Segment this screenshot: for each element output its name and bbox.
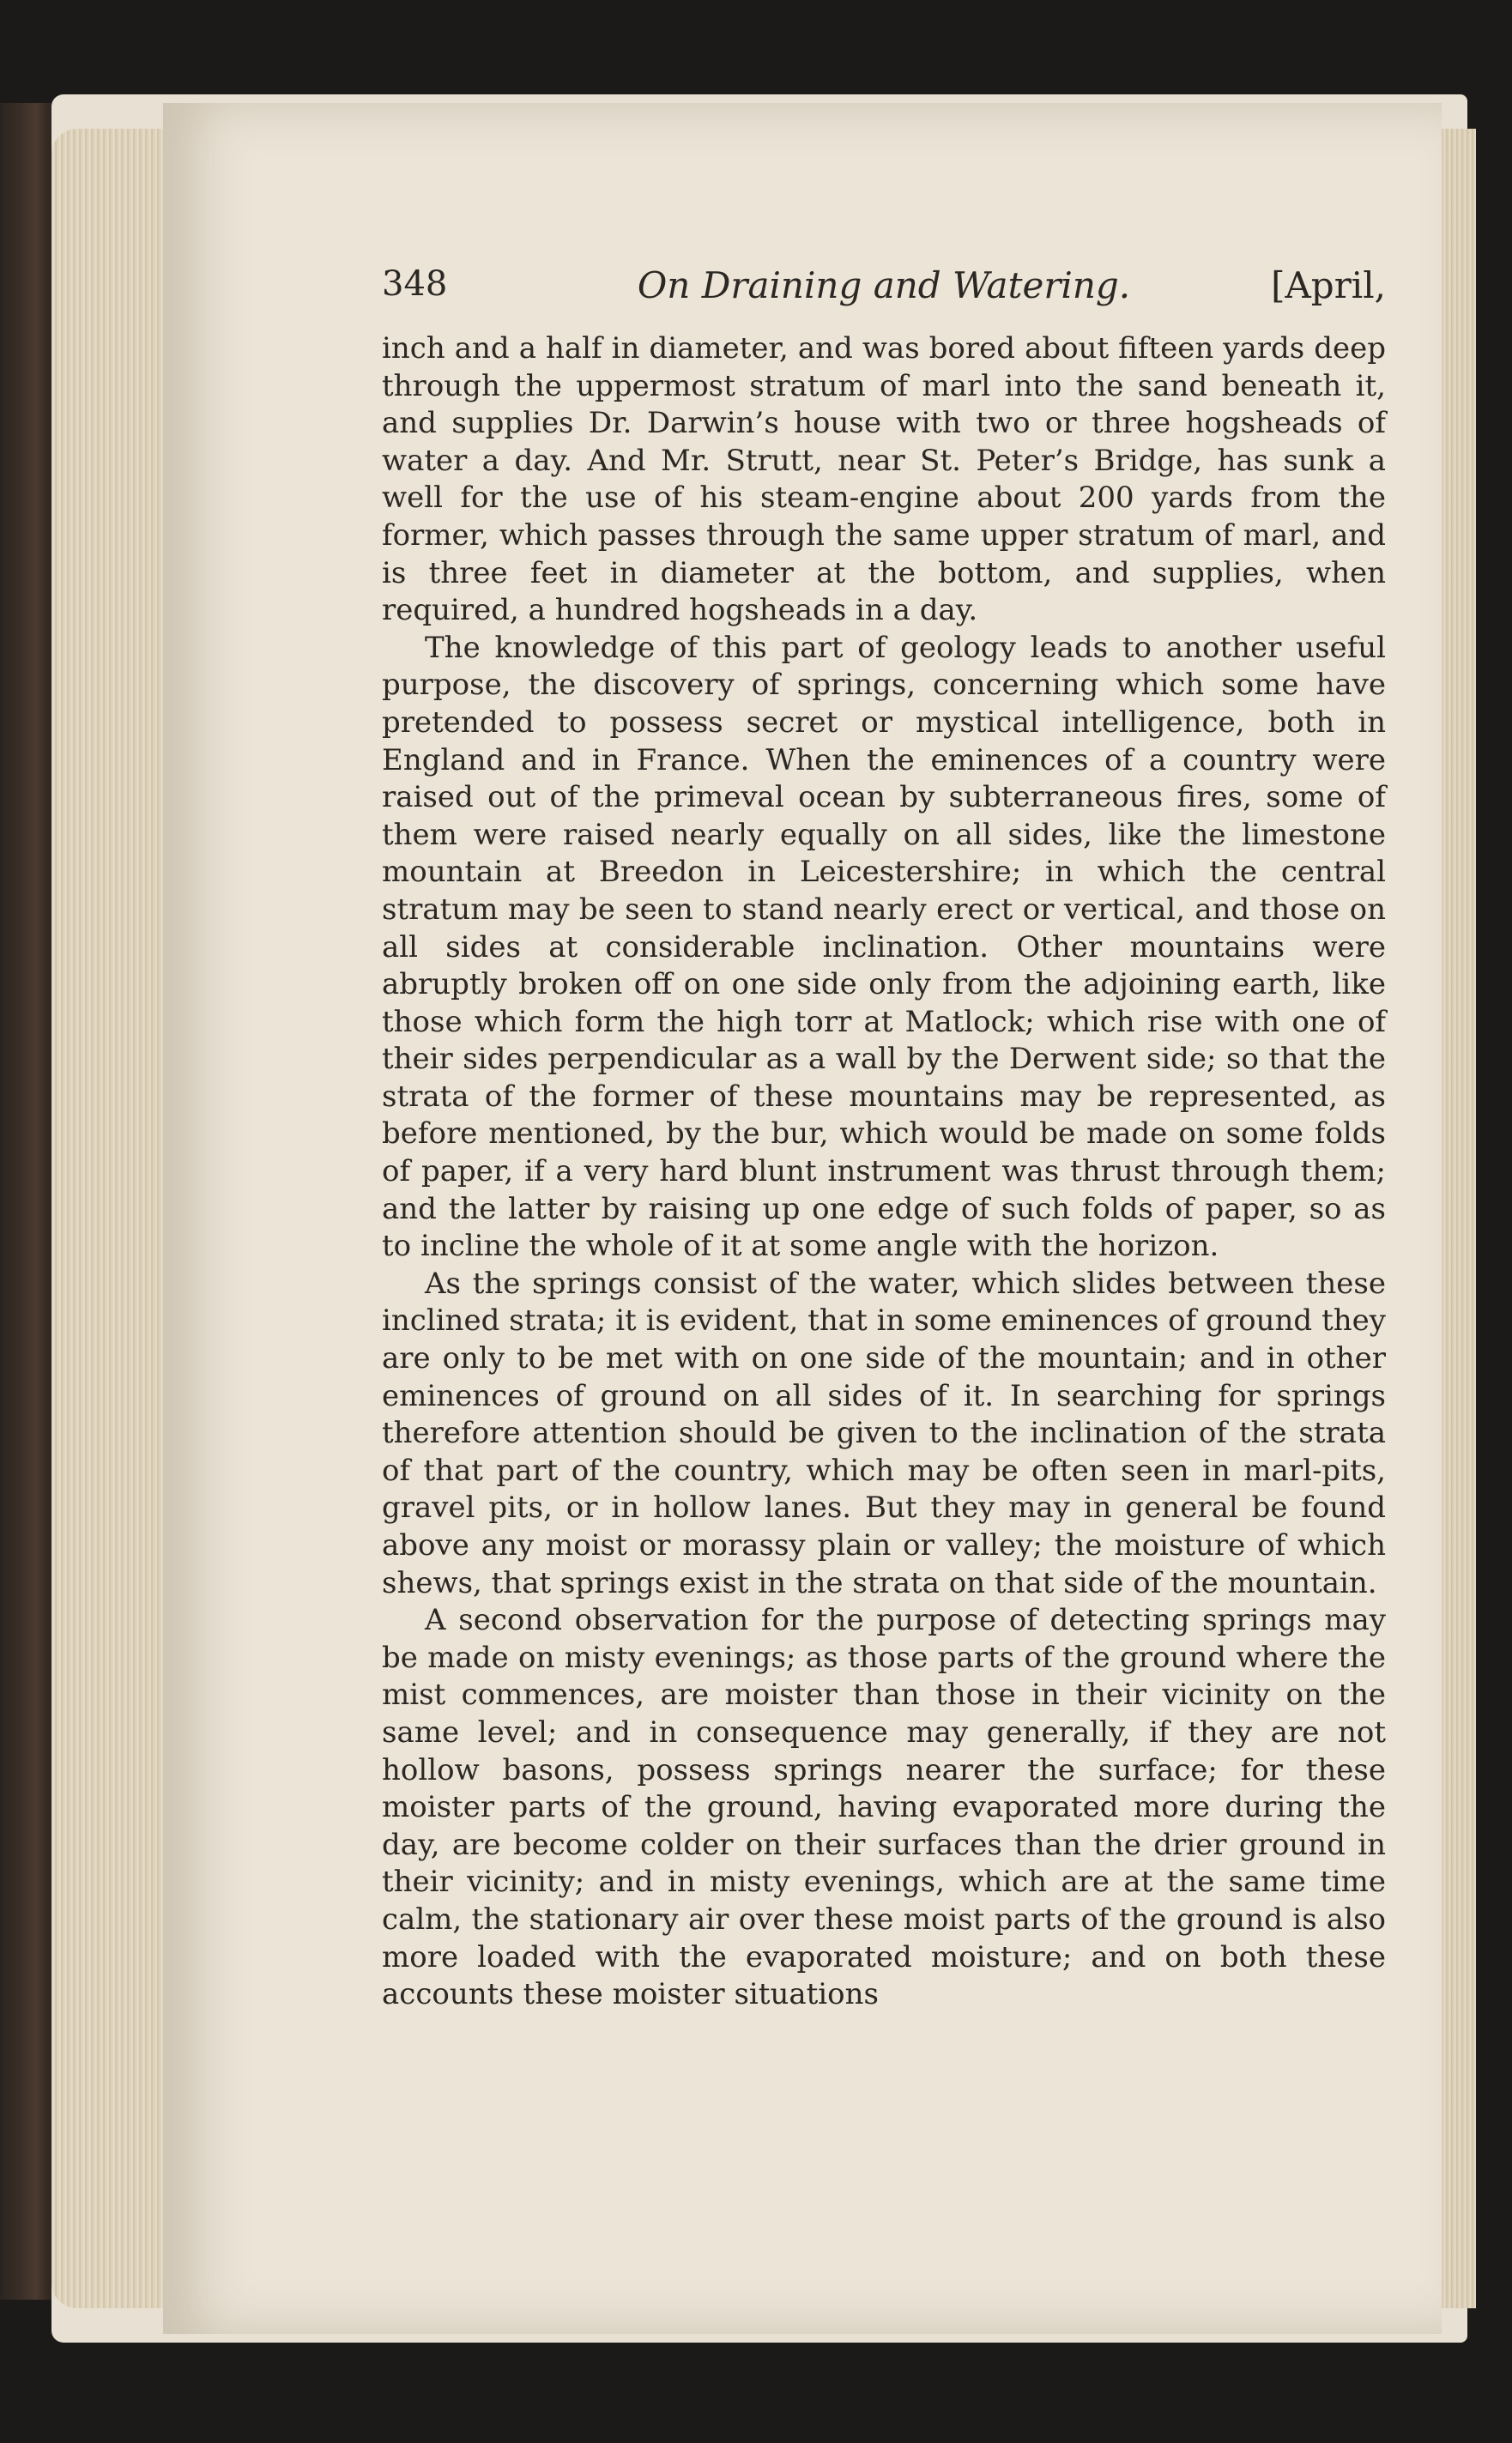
- paragraph: The knowledge of this part of geology leads to another useful purpose, the discovery of springs, concerning which some have pretended to possess secret or mystical intelligence, both in England and in France. When the eminences of a country were raised out of the primeval ocean by subterraneous fires, some of them were raised nearly equally on all sides, like the limestone mountain at Breedon in Leicestershire; in which the central stratum may be seen to stand nearly erect or vertical, and those on all sides at considerable inclination. Other mountains were abruptly broken off on one side only from the adjoining earth, like those which form the high torr at Matlock; which rise with one of their sides perpendicular as a wall by the Derwent side; so that the strata of the former of these mountains may be represented, as before mentioned, by the bur, which would be made on some folds of paper, if a very hard blunt instrument was thrust through them; and the latter by raising up one edge of such folds of paper, so as to incline the whole of it at some angle with the horizon.: [382, 630, 1386, 1264]
- body-text: [382, 330, 1386, 2014]
- paragraph: inch and a half in diameter, and was bored about fifteen yards deep through the uppermost stratum of marl into the sand beneath it, and supplies Dr. Darwin’s house with two or three hogsheads of water a day. And Mr. Strutt, near St. Peter’s Bridge, has sunk a well for the use of his steam-engine about 200 yards from the former, which passes through the same upper stratum of marl, and is three feet in diameter at the bottom, and supplies, when required, a hundred hogsheads in a day.: [382, 331, 1386, 628]
- paragraph: As the springs consist of the water, which slides between these inclined strata; it is evident, that in some eminences of ground they are only to be met with on one side of the mountain; and in other eminences of ground on all sides of it. In searching for springs therefore attention should be given to the inclination of the strata of that part of the country, which may be often seen in marl-pits, gravel pits, or in hollow lanes. But they may in general be found above any moist or morassy plain or valley; the moisture of which shews, that springs exist in the strata on that side of the mountain.: [382, 1266, 1386, 1600]
- running-title: On Draining and Watering.: [637, 264, 1131, 306]
- page-header: [382, 264, 1386, 316]
- paragraph: A second observation for the purpose of detecting springs may be made on misty evenings; as those parts of the ground where the mist commences, are moister than those in their vicinity on the same level; and in consequence may generally, if they are not hollow basons, possess springs nearer the surface; for these moister parts of the ground, having evaporated more during the day, are become colder on their surfaces than the drier ground in their vicinity; and in misty evenings, which are at the same time calm, the stationary air over these moist parts of the ground is also more loaded with the evaporated moisture; and on both these accounts these moister situations: [382, 1603, 1386, 2012]
- page-edges-right: [1442, 129, 1476, 2308]
- section-date: [April,: [1271, 264, 1386, 306]
- page-edges-left: [51, 129, 180, 2308]
- page-number: 348: [382, 264, 448, 304]
- book-cover-edge: [0, 103, 51, 2300]
